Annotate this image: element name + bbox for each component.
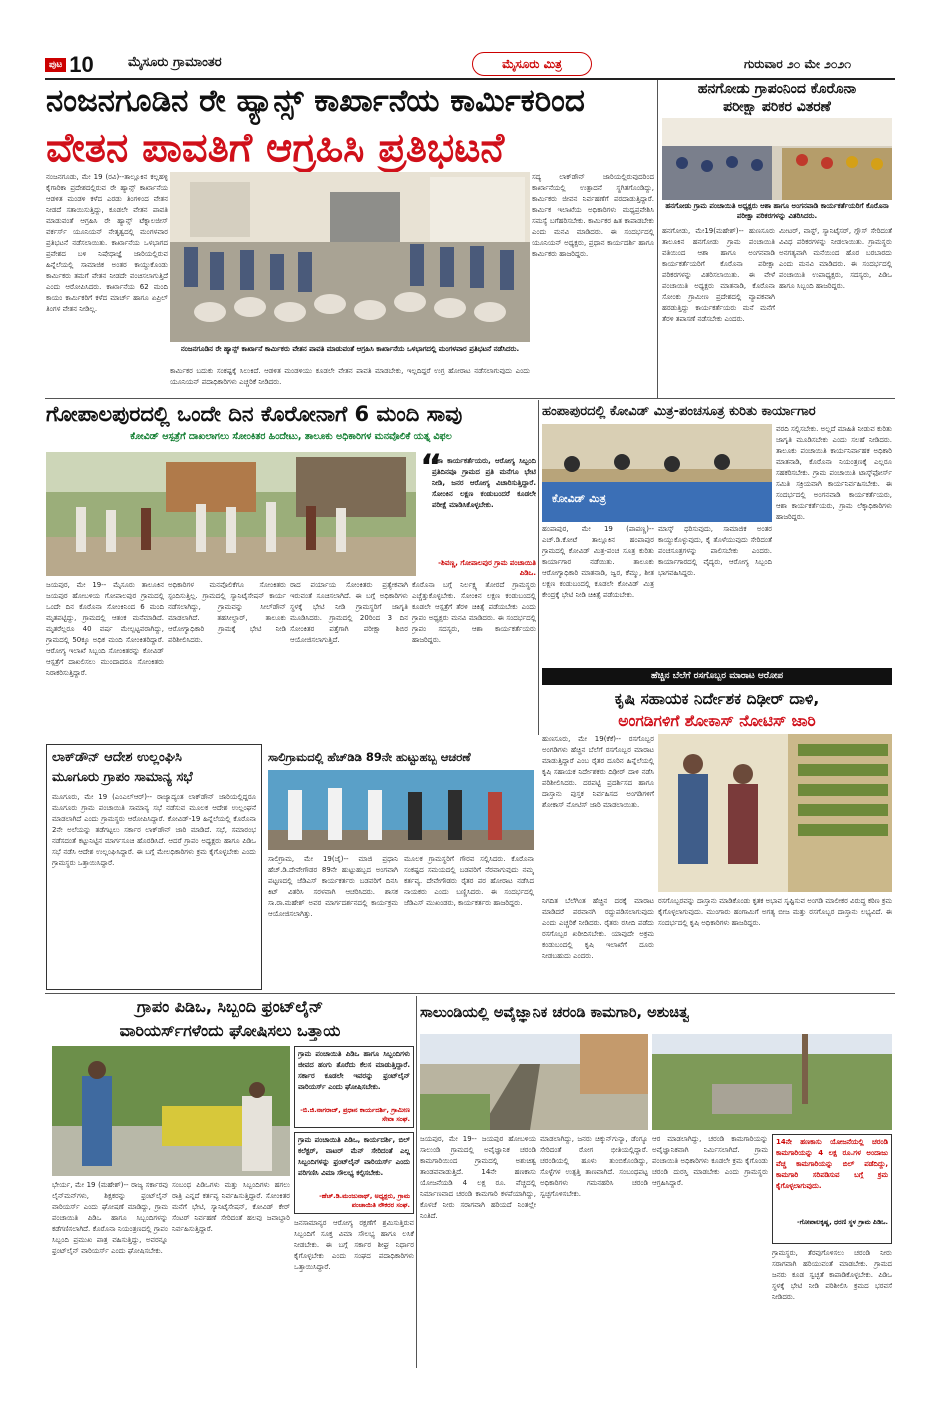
grapam-column-3: ಜನಸಾಮಾನ್ಯರ ಆರೋಗ್ಯ ರಕ್ಷಣೆಗೆ ಶ್ರಮಿಸುತ್ತಿರುವ ಸಿಬ್ಬಂದಿಗೆ ಸೂಕ್ತ ವಿಮಾ ಸೌಲಭ್ಯ ಹಾಗೂ ಲಸಿಕೆ ನೀಡಬೇಕು. ಈ ಬಗ್ಗೆ ಸರ್ಕಾರ ಶೀಘ್ರ ನಿರ್ಧಾರ ಕೈಗೊಳ್ಳಬೇಕು ಎಂದು ಸಂಘದ ಪದಾಧಿಕಾರಿಗಳು ಒತ್ತಾಯಿಸಿದ್ದಾರೆ. xyxy=(294,1219,414,1271)
gopalapura-column-3: ರಾದ ಪರ್ಯಾಯ ಸೋಂಕಿತರು ಪ್ರತ್ಯೇಕವಾಗಿ ಇರುವಂತೆ ಸೂಚಿಸಲಾಗಿದೆ. ಈ ಬಗ್ಗೆ ಅಧಿಕಾರಿಗಳು ಸ್ಥಳಕ್ಕೆ ಭೇಟಿ ನೀಡಿ ಗ್ರಾಮಸ್ಥರಿಗೆ ಜಾಗೃತಿ ಮೂಡಿಸಿದರು. ಗ್ರಾಮದಲ್ಲಿ 20ರಿಂದ 3 ದಿನ ಸೋಂಕಿತರ ಪತ್ತೆಗಾಗಿ ಪರೀಕ್ಷಾ ಶಿಬಿರ ಆಯೋಜಿಸಲಾಗುತ್ತಿದೆ. xyxy=(290,581,408,644)
lockdown-headline-1: ಲಾಕ್‌ಡೌನ್ ಆದೇಶ ಉಲ್ಲಂಘಿಸಿ xyxy=(52,750,182,765)
gopalapura-photo xyxy=(46,452,416,576)
covid-mitra-sign: ಕೋವಿಡ್ ಮಿತ್ರ xyxy=(552,492,606,505)
column-rule xyxy=(538,400,539,735)
saligrama-column-2: ಮೂಲಕ ಗ್ರಾಮಸ್ಥರಿಗೆ ಗೌರವ ಸಲ್ಲಿಸಿದರು. ಕೊರೊನಾ ಸಂಕಷ್ಟದ ಸಮಯದಲ್ಲಿ ಬಡವರಿಗೆ ನೆರವಾಗುವುದು ನಮ್ಮ ಕರ್ತವ್ಯ. ದೇವೇಗೌಡರು ರೈತರ ಪರ ಹೋರಾಟ ನಡೆಸಿದ ನಾಯಕರು ಎಂದು ಬಣ್ಣಿಸಿದರು. ಈ ಸಂದರ್ಭದಲ್ಲಿ ಜೆಡಿಎಸ್ ಮುಖಂಡರು, ಕಾರ್ಯಕರ್ತರು ಹಾಜರಿದ್ದರು. xyxy=(404,855,534,907)
gopalapura-column-2: ಅಧಿಕಾರಿಗಳ ಮನವೊಲಿಕೆಗೂ ಸೋಂಕಿತರು ಸ್ಪಂದಿಸುತ್ತಿಲ್ಲ. ಗ್ರಾಮದಲ್ಲಿ ಸ್ಯಾನಿಟೈಸೇಷನ್ ಕಾರ್ಯ ನಡೆಸಲಾಗಿದ್ದು, ಗ್ರಾಮವನ್ನು ಸೀಲ್‌ಡೌನ್ ಮಾಡಲಾಗಿದೆ. ತಹಸೀಲ್ದಾರ್, ತಾಲೂಕು ಆರೋಗ್ಯಾಧಿಕಾರಿ ಗ್ರಾಮಕ್ಕೆ ಭೇಟಿ ನೀಡಿ ಪರಿಶೀಲಿಸಿದರು. xyxy=(168,581,286,644)
gopalapura-column-4: ಕೊರೊನಾ ಬಗ್ಗೆ ನಿರ್ಲಕ್ಷ್ಯ ತೋರದೆ ಗ್ರಾಮಸ್ಥರು ಎಚ್ಚೆತ್ತುಕೊಳ್ಳಬೇಕು. ಸೋಂಕಿನ ಲಕ್ಷಣ ಕಂಡುಬಂದಲ್ಲಿ ಕೂಡಲೇ ಆಸ್ಪತ್ರೆಗೆ ತೆರಳಿ ಚಿಕಿತ್ಸೆ ಪಡೆಯಬೇಕು ಎಂದು ಗ್ರಾಪಂ ಅಧ್ಯಕ್ಷರು ಮನವಿ ಮಾಡಿದರು. ಈ ಸಂದರ್ಭದಲ್ಲಿ ಗ್ರಾಪಂ ಸದಸ್ಯರು, ಆಶಾ ಕಾರ್ಯಕರ್ತೆಯರು ಹಾಜರಿದ್ದರು. xyxy=(412,581,536,644)
lead-column-2: ಕಾರ್ಮಿಕರ ಬದುಕು ಸಂಕಷ್ಟಕ್ಕೆ ಸಿಲುಕಿದೆ. ಆಡಳಿತ ಮಂಡಳಿಯು ಕೂಡಲೇ ವೇತನ ಪಾವತಿ ಮಾಡಬೇಕು, ಇಲ್ಲದಿದ್ದರೆ ಉಗ್ರ ಹೋರಾಟ ನಡೆಸಲಾಗುವುದು ಎಂದು ಯೂನಿಯನ್ ಪದಾಧಿಕಾರಿಗಳು ಎಚ್ಚರಿಕೆ ನೀಡಿದರು. xyxy=(170,367,530,386)
hampapura-column-3: ವರದಿ ಸಲ್ಲಿಸಬೇಕು. ಅಲ್ಲದೆ ಮಾಹಿತಿ ನೀಡುವ ಕುರಿತು ಜಾಗೃತಿ ಮೂಡಿಸಬೇಕು ಎಂದು ಸಲಹೆ ನೀಡಿದರು. ತಾಲೂಕು ಪಂಚಾಯಿತಿ ಕಾರ್ಯನಿರ್ವಾಹಕ ಅಧಿಕಾರಿ ಮಾತನಾಡಿ, ಕೊರೊನಾ ನಿಯಂತ್ರಣಕ್ಕೆ ಎಲ್ಲರೂ ಸಹಕರಿಸಬೇಕು. ಗ್ರಾಮ ಪಂಚಾಯಿತಿ ಟಾಸ್ಕ್‌ಫೋರ್ಸ್ ಸಮಿತಿ ಸಕ್ರಿಯವಾಗಿ ಕಾರ್ಯನಿರ್ವಹಿಸಬೇಕು. ಈ ಸಂದರ್ಭದಲ್ಲಿ ಅಂಗನವಾಡಿ ಕಾರ್ಯಕರ್ತೆಯರು, ಆಶಾ ಕಾರ್ಯಕರ್ತೆಯರು, ಗ್ರಾಮ ಲೆಕ್ಕಾಧಿಕಾರಿಗಳು ಹಾಜರಿದ್ದರು. xyxy=(776,425,892,521)
lockdown-body: ಮೂಗೂರು, ಮೇ 19 (ಎಂಎಲ್‌ಆರ್)-- ರಾಜ್ಯಾದ್ಯಂತ ಲಾಕ್‌ಡೌನ್ ಜಾರಿಯಲ್ಲಿದ್ದರೂ ಮೂಗೂರು ಗ್ರಾಮ ಪಂಚಾಯಿತಿ ಸಾಮಾನ್ಯ ಸಭೆ ನಡೆಸುವ ಮೂಲಕ ಆದೇಶ ಉಲ್ಲಂಘನೆ ಮಾಡಲಾಗಿದೆ ಎಂದು ಗ್ರಾಮಸ್ಥರು ಆರೋಪಿಸಿದ್ದಾರೆ. ಕೋವಿಡ್-19 ಹಿನ್ನೆಲೆಯಲ್ಲಿ ಕೊರೊನಾ 2ನೇ ಅಲೆಯನ್ನು ತಡೆಗಟ್ಟಲು ಸರ್ಕಾರ ಲಾಕ್‌ಡೌನ್ ಜಾರಿ ಮಾಡಿದೆ. ಸಭೆ, ಸಮಾರಂಭ ನಡೆಸದಂತೆ ಕಟ್ಟುನಿಟ್ಟಿನ ಮಾರ್ಗಸೂಚಿ ಹೊರಡಿಸಿದೆ. ಆದರೆ ಗ್ರಾಪಂ ಅಧ್ಯಕ್ಷರು ಹಾಗೂ ಪಿಡಿಒ ಸಭೆ ನಡೆಸಿ ಆದೇಶ ಉಲ್ಲಂಘಿಸಿದ್ದಾರೆ. ಈ ಬಗ್ಗೆ ಮೇಲಧಿಕಾರಿಗಳು ಕ್ರಮ ಕೈಗೊಳ್ಳಬೇಕು ಎಂದು ಗ್ರಾಮಸ್ಥರು ಒತ್ತಾಯಿಸಿದ್ದಾರೆ. xyxy=(52,793,256,867)
gopalapura-headline: ಗೋಪಾಲಪುರದಲ್ಲಿ ಒಂದೇ ದಿನ ಕೊರೋನಾಗೆ 6 ಮಂದಿ ಸಾವು xyxy=(46,402,463,426)
hampapura-column-1: ಹಂಪಾಪುರ, ಮೇ 19 (ಪಾಪಣ್ಣ)-- ಎಚ್.ಡಿ.ಕೋಟೆ ತಾಲ್ಲೂಕಿನ ಹಂಪಾಪುರ ಗ್ರಾಮದಲ್ಲಿ ಕೋವಿಡ್ ಮಿತ್ರ-ಪಂಚ ಸೂತ್ರ ಕುರಿತು ಕಾರ್ಯಾಗಾರ ನಡೆಯಿತು. ತಾಲೂಕು ಆರೋಗ್ಯಾಧಿಕಾರಿ ಮಾತನಾಡಿ, ಜ್ವರ, ಕೆಮ್ಮು, ಶೀತ ಲಕ್ಷಣ ಕಂಡುಬಂದಲ್ಲಿ ಕೂಡಲೇ ಕೋವಿಡ್ ಮಿತ್ರ ಕೇಂದ್ರಕ್ಕೆ ಭೇಟಿ ನೀಡಿ ಚಿಕಿತ್ಸೆ ಪಡೆಯಬೇಕು. xyxy=(542,525,654,599)
masthead-logo: ಮೈಸೂರು ಮಿತ್ರ xyxy=(472,52,592,76)
hanagodu-photo xyxy=(662,118,892,200)
hampapura-headline: ಹಂಪಾಪುರದಲ್ಲಿ ಕೋವಿಡ್ ಮಿತ್ರ-ಪಂಚಸೂತ್ರ ಕುರಿತು ಕಾರ್ಯಾಗಾರ xyxy=(542,404,816,419)
gopalapura-quote-author: -ಶಿವಣ್ಣ, ಗೋಪಾಲಪುರ ಗ್ರಾಮ ಪಂಚಾಯಿತಿ ಪಿಡಿಒ. xyxy=(438,559,536,577)
grapam-quote-2: ಗ್ರಾಮ ಪಂಚಾಯಿತಿ ಪಿಡಿಒ, ಕಾರ್ಯದರ್ಶಿ, ಬಿಲ್ ಕಲೆಕ್ಟರ್, ವಾಟರ್ ಮೆನ್ ಸೇರಿದಂತೆ ಎಲ್ಲ ಸಿಬ್ಬಂದಿಗಳನ್ನು ಫ್ರಂಟ್‌ಲೈನ್ ವಾರಿಯರ್ಸ್ ಎಂದು ಪರಿಗಣಿಸಿ ವಿಮಾ ಸೌಲಭ್ಯ ಕಲ್ಪಿಸಬೇಕು. xyxy=(298,1136,410,1177)
saligundi-column-3: ಆರ ಮಾಡಲಾಗಿದ್ದು, ಚರಂಡಿ ಕಾಮಗಾರಿಯನ್ನು ಅವೈಜ್ಞಾನಿಕವಾಗಿ ನಿರ್ಮಿಸಲಾಗಿದೆ. ಗ್ರಾಮ ಪಂಚಾಯಿತಿ ಅಧಿಕಾರಿಗಳು ಕೂಡಲೇ ಕ್ರಮ ಕೈಗೊಂಡು ಚರಂಡಿ ದುರಸ್ತಿ ಮಾಡಬೇಕು ಎಂದು ಗ್ರಾಮಸ್ಥರು ಆಗ್ರಹಿಸಿದ್ದಾರೆ. xyxy=(652,1135,768,1187)
hanagodu-column-2: ಮೀಟರ್, ವಾಸ್ಟ್, ಸ್ಯಾನಿಟೈಸರ್, ಗ್ಲೌಸ್ ಸೇರಿದಂತೆ ವಿವಿಧ ಪರಿಕರಗಳನ್ನು ನೀಡಲಾಯಿತು. ಗ್ರಾಮಸ್ಥರು ಅನಗತ್ಯವಾಗಿ ಮನೆಯಿಂದ ಹೊರ ಬರಬಾರದು ಎಂದು ಮನವಿ ಮಾಡಿದರು. ಈ ಸಂದರ್ಭದಲ್ಲಿ ಪಂಚಾಯಿತಿ ಉಪಾಧ್ಯಕ್ಷರು, ಸದಸ್ಯರು, ಪಿಡಿಒ ಹಾಗೂ ಸಿಬ್ಬಂದಿ ಹಾಜರಿದ್ದರು. xyxy=(779,227,892,290)
gopalapura-subhead: ಕೋವಿಡ್ ಆಸ್ಪತ್ರೆಗೆ ದಾಖಲಾಗಲು ಸೋಂಕಿತರ ಹಿಂದೇಟು, ತಾಲೂಕು ಅಧಿಕಾರಿಗಳ ಮನವೊಲಿಕೆ ಯತ್ನ ವಿಫಲ xyxy=(130,431,452,442)
saligundi-quote: 14ನೇ ಹಣಕಾಸು ಯೋಜನೆಯಲ್ಲಿ ಚರಂಡಿ ಕಾಮಗಾರಿಯನ್ನು 4 ಲಕ್ಷ ರೂ.ಗಳ ಅಂದಾಜು ವೆಚ್ಚ ಕಾಮಗಾರಿಯನ್ನು ಬಿಲ್ ಪಡೆದಿದ್ದು, ಕಾಮಗಾರಿ ಸರಿಪಡಿಸುವ ಬಗ್ಗೆ ಕ್ರಮ ಕೈಗೊಳ್ಳಲಾಗುವುದು. xyxy=(776,1138,888,1190)
grapam-quote-2-author: -ಹೆಚ್.ಡಿ.ಮಂಜುನಾಥ್, ಅಧ್ಯಕ್ಷರು, ಗ್ರಾಮ ಪಂಚಾಯಿತಿ ನೌಕರರ ಸಂಘ. xyxy=(319,1192,410,1209)
quote-mark-icon: “ xyxy=(420,447,443,487)
page-number: 10 xyxy=(69,52,94,77)
gopalapura-quote: ಆಶಾ ಕಾರ್ಯಕರ್ತೆಯರು, ಆರೋಗ್ಯ ಸಿಬ್ಬಂದಿ ಪ್ರತಿದಿನವೂ ಗ್ರಾಮದ ಪ್ರತಿ ಮನೆಗೂ ಭೇಟಿ ನೀಡಿ, ಜನರ ಆರೋಗ್ಯ ವಿಚಾರಿಸುತ್ತಿದ್ದಾರೆ. ಸೋಂಕಿನ ಲಕ್ಷಣ ಕಂಡುಬಂದರೆ ಕೂಡಲೇ ಪರೀಕ್ಷೆ ಮಾಡಿಸಿಕೊಳ್ಳಬೇಕು. xyxy=(432,457,536,509)
lead-column-1: ನಂಜನಗೂಡು, ಮೇ 19 (ರವಿ)--ತಾಲ್ಲೂಕಿನ ಕಲ್ಲಹಳ್ಳಿ ಕೈಗಾರಿಕಾ ಪ್ರದೇಶದಲ್ಲಿರುವ ರೇ ಹ್ಯಾನ್ಸ್ ಕಾರ್ಖಾನೆಯ ಆಡಳಿತ ಮಂಡಳಿ ಕಳೆದ ಎರಡು ತಿಂಗಳಿಂದ ವೇತನ ನೀಡದೆ ಸತಾಯಿಸುತ್ತಿದ್ದು, ಕೂಡಲೇ ವೇತನ ಪಾವತಿ ಮಾಡುವಂತೆ ಆಗ್ರಹಿಸಿ ರೇ ಹ್ಯಾನ್ಸ್ ಟೆಕ್ನಾಲಜೀಸ್ ವರ್ಕರ್ಸ್ ಯೂನಿಯನ್ ನೇತೃತ್ವದಲ್ಲಿ ಮಂಗಳವಾರ ಪ್ರತಿಭಟನೆ ನಡೆಸಲಾಯಿತು. ಕಾರ್ಖಾನೆಯ ಒಳಭಾಗದ ಪ್ರವೇಶದ ಬಳಿ ನಿಷೇಧಾಜ್ಞೆ ಜಾರಿಯಲ್ಲಿರುವ ಹಿನ್ನೆಲೆಯಲ್ಲಿ ಸಾಮಾಜಿಕ ಅಂತರ ಕಾಯ್ದುಕೊಂಡು ಕಾರ್ಮಿಕರು ತಮಗೆ ವೇತನ ನೀಡದೇ ವಂಚಿಸಲಾಗುತ್ತಿದೆ ಎಂದು ಆರೋಪಿಸಿದರು. ಕಾರ್ಖಾನೆಯ 62 ಮಂದಿ ಕಾಯಂ ಕಾರ್ಮಿಕರಿಗೆ ಕಳೆದ ಮಾರ್ಚ್ ಹಾಗೂ ಏಪ್ರಿಲ್ ತಿಂಗಳ ವೇತನ ನೀಡಿಲ್ಲ. xyxy=(46,173,168,313)
column-rule xyxy=(657,80,658,398)
lead-headline-1: ನಂಜನಗೂಡಿನ ರೇ ಹ್ಯಾನ್ಸ್ ಕಾರ್ಖಾನೆಯ ಕಾರ್ಮಿಕರಿಂದ xyxy=(46,83,585,119)
hanagodu-headline-1: ಹನಗೋಡು ಗ್ರಾಪಂನಿಂದ ಕೊರೊನಾ xyxy=(697,81,857,97)
column-rule xyxy=(416,996,417,1368)
saligundi-quote-author: -ಗೋಪಾಲಕೃಷ್ಣ, ಧರಣಿ ಸ್ಥಳ ಗ್ರಾಮ ಪಿಡಿಒ. xyxy=(797,1218,888,1226)
lead-photo-caption: ನಂಜನಗೂಡಿನ ರೇ ಹ್ಯಾನ್ಸ್ ಕಾರ್ಖಾನೆ ಕಾರ್ಮಿಕರು ವೇತನ ಪಾವತಿ ಮಾಡುವಂತೆ ಆಗ್ರಹಿಸಿ ಕಾರ್ಖಾನೆಯ ಒಳಭಾಗದಲ್ಲಿ ಮಂಗಳವಾರ ಪ್ರತಿಭಟನೆ ನಡೆಸಿದರು. xyxy=(180,345,520,353)
saligundi-column-4: ಗ್ರಾಮಸ್ಥರು, ತೆರವುಗೊಳಿಸಲು ಚರಂಡಿ ನೀರು ಸರಾಗವಾಗಿ ಹರಿಯುವಂತೆ ಮಾಡಬೇಕು. ಗ್ರಾಮದ ಜನರು ಕೂಡ ಸ್ವಚ್ಛತೆ ಕಾಪಾಡಿಕೊಳ್ಳಬೇಕು. ಪಿಡಿಒ ಸ್ಥಳಕ್ಕೆ ಭೇಟಿ ನೀಡಿ ಪರಿಶೀಲಿಸಿ ಕ್ರಮದ ಭರವಸೆ ನೀಡಿದರು. xyxy=(772,1249,892,1301)
saligrama-column-1: ಸಾಲಿಗ್ರಾಮ, ಮೇ 19(ಜೈ)-- ಮಾಜಿ ಪ್ರಧಾನಿ ಹೆಚ್.ಡಿ.ದೇವೇಗೌಡರ 89ನೇ ಹುಟ್ಟುಹಬ್ಬದ ಅಂಗವಾಗಿ ಪಟ್ಟಣದಲ್ಲಿ ಜೆಡಿಎಸ್ ಕಾರ್ಯಕರ್ತರು ಬಡವರಿಗೆ ದಿನಸಿ ಕಿಟ್ ವಿತರಿಸಿ ಸರಳವಾಗಿ ಆಚರಿಸಿದರು. ಶಾಸಕ ಸಾ.ರಾ.ಮಹೇಶ್ ಅವರ ಮಾರ್ಗದರ್ಶನದಲ್ಲಿ ಕಾರ್ಯಕ್ರಮ ಆಯೋಜಿಸಲಾಗಿತ್ತು. xyxy=(268,855,398,918)
issue-date: ಗುರುವಾರ ೨೦ ಮೇ ೨೦೨೧ xyxy=(744,57,851,71)
lead-photo xyxy=(170,172,530,342)
hampapura-column-2: ಮಾಸ್ಕ್ ಧರಿಸುವುದು, ಸಾಮಾಜಿಕ ಅಂತರ ಕಾಯ್ದುಕೊಳ್ಳುವುದು, ಕೈ ತೊಳೆಯುವುದು ಸೇರಿದಂತೆ ಪಂಚಸೂತ್ರಗಳನ್ನು ಪಾಲಿಸಬೇಕು ಎಂದರು. ಕಾರ್ಯಾಗಾರದಲ್ಲಿ ವೈದ್ಯರು, ಆರೋಗ್ಯ ಸಿಬ್ಬಂದಿ ಭಾಗವಹಿಸಿದ್ದರು. xyxy=(658,525,772,577)
page-number-badge xyxy=(45,54,121,76)
grapam-column-1: ಭೇರ್ಯ, ಮೇ 19 (ಮಹೇಶ್)-- ರಾಜ್ಯ ಸರ್ಕಾರವು ಲೈನ್‌ಮನ್‌ಗಳು, ಶಿಕ್ಷಕರನ್ನು ಫ್ರಂಟ್‌ಲೈನ್ ವಾರಿಯರ್ಸ್ ಎಂದು ಘೋಷಣೆ ಮಾಡಿದ್ದು, ಗ್ರಾಮ ಪಂಚಾಯಿತಿ ಪಿಡಿಒ ಹಾಗೂ ಸಿಬ್ಬಂದಿಗಳನ್ನು ಕಡೆಗಣಿಸಲಾಗಿದೆ. ಕೊರೊನಾ ನಿಯಂತ್ರಣದಲ್ಲಿ ಗ್ರಾಪಂ ಸಿಬ್ಬಂದಿ ಪ್ರಮುಖ ಪಾತ್ರ ವಹಿಸುತ್ತಿದ್ದು, ಅವರನ್ನೂ ಫ್ರಂಟ್‌ಲೈನ್ ವಾರಿಯರ್ಸ್ ಎಂದು ಘೋಷಿಸಬೇಕು. xyxy=(52,1181,168,1255)
hanagodu-headline-2: ಪರೀಕ್ಷಾ ಪರಿಕರ ವಿತರಣೆ xyxy=(723,99,831,115)
section-rule xyxy=(45,993,895,994)
gopalapura-column-1: ಜಯಪುರ, ಮೇ 19-- ಮೈಸೂರು ತಾಲೂಕಿನ ಜಯಪುರ ಹೋಬಳಿಯ ಗೋಪಾಲಪುರ ಗ್ರಾಮದಲ್ಲಿ ಒಂದೇ ದಿನ ಕೊರೊನಾ ಸೋಂಕಿನಿಂದ 6 ಮಂದಿ ಮೃತಪಟ್ಟಿದ್ದು, ಗ್ರಾಮದಲ್ಲಿ ಆತಂಕ ಮನೆಮಾಡಿದೆ. ಮೃತರೆಲ್ಲರೂ 40 ವರ್ಷ ಮೇಲ್ಪಟ್ಟವರಾಗಿದ್ದು, ಗ್ರಾಮದಲ್ಲಿ 50ಕ್ಕೂ ಅಧಿಕ ಮಂದಿ ಸೋಂಕಿತರಿದ್ದಾರೆ. ಆರೋಗ್ಯ ಇಲಾಖೆ ಸಿಬ್ಬಂದಿ ಸೋಂಕಿತರನ್ನು ಕೋವಿಡ್ ಆಸ್ಪತ್ರೆಗೆ ದಾಖಲಿಸಲು ಮುಂದಾದರೂ ಸೋಂಕಿತರು ನಿರಾಕರಿಸುತ್ತಿದ್ದಾರೆ. xyxy=(46,581,164,677)
saligundi-photo-2 xyxy=(652,1034,892,1130)
saligundi-headline: ಸಾಲುಂಡಿಯಲ್ಲಿ ಅವೈಜ್ಞಾನಿಕ ಚರಂಡಿ ಕಾಮಗಾರಿ, ಅಶುಚಿತ್ವ xyxy=(420,1005,690,1021)
grapam-column-2: ಸಂಬಂಧ ಪಿಡಿಒಗಳು ಮತ್ತು ಸಿಬ್ಬಂದಿಗಳು ಹಗಲು ರಾತ್ರಿ ಎನ್ನದೆ ಕರ್ತವ್ಯ ನಿರ್ವಹಿಸುತ್ತಿದ್ದಾರೆ. ಸೋಂಕಿತರ ಮನೆಗೆ ಭೇಟಿ, ಸ್ಯಾನಿಟೈಸೇಷನ್, ಕೋವಿಡ್ ಕೇರ್ ಸೆಂಟರ್ ನಿರ್ವಹಣೆ ಸೇರಿದಂತೆ ಹಲವು ಜವಾಬ್ದಾರಿ ನಿರ್ವಹಿಸುತ್ತಿದ್ದಾರೆ. xyxy=(172,1181,290,1233)
saligundi-column-1: ಜಯಪುರ, ಮೇ 19-- ಜಯಪುರ ಹೋಬಳಿಯ ಸಾಲುಂಡಿ ಗ್ರಾಮದಲ್ಲಿ ಅವೈಜ್ಞಾನಿಕ ಚರಂಡಿ ಕಾಮಗಾರಿಯಿಂದ ಗ್ರಾಮದಲ್ಲಿ ಅಶುಚಿತ್ವ ತಾಂಡವವಾಡುತ್ತಿದೆ. 14ನೇ ಹಣಕಾಸು ಯೋಜನೆಯಡಿ 4 ಲಕ್ಷ ರೂ. ವೆಚ್ಚದಲ್ಲಿ ನಿರ್ಮಾಣವಾದ ಚರಂಡಿ ಕಾಮಗಾರಿ ಕಳಪೆಯಾಗಿದ್ದು, ಕೊಳಚೆ ನೀರು ಸರಾಗವಾಗಿ ಹರಿಯದೆ ನಿಂತಲ್ಲೇ ನಿಂತಿದೆ. xyxy=(420,1135,536,1220)
krishi-column-2: ನಿಗದಿತ ಬೆಲೆಗಿಂತ ಹೆಚ್ಚಿನ ದರಕ್ಕೆ ಮಾರಾಟ ಮಾಡಿದರೆ ಪರವಾನಗಿ ರದ್ದುಪಡಿಸಲಾಗುವುದು ಎಂದು ಎಚ್ಚರಿಕೆ ನೀಡಿದರು. ರೈತರು ರಸೀದಿ ಪಡೆದು ರಸಗೊಬ್ಬರ ಖರೀದಿಸಬೇಕು. ಯಾವುದೇ ಅಕ್ರಮ ಕಂಡುಬಂದಲ್ಲಿ ಕೃಷಿ ಇಲಾಖೆಗೆ ದೂರು ನೀಡಬಹುದು ಎಂದರು. xyxy=(542,897,654,960)
section-rule xyxy=(45,398,895,399)
krishi-headline-2: ಅಂಗಡಿಗಳಿಗೆ ಶೋಕಾಸ್ ನೋಟಿಸ್ ಜಾರಿ xyxy=(618,712,816,730)
krishi-banner: ಹೆಚ್ಚಿನ ಬೆಲೆಗೆ ರಸಗೊಬ್ಬರ ಮಾರಾಟ ಆರೋಪ xyxy=(542,668,892,685)
saligundi-column-2: ಮಾಡಲಾಗಿದ್ದು, ಜನರು ಚಿಕ್ಕುನ್‌ಗುನ್ಯಾ, ಡೆಂಗ್ಯೂ ಸೇರಿದಂತೆ ರೋಗ ಭೀತಿಯಲ್ಲಿದ್ದಾರೆ. ಚರಂಡಿಯಲ್ಲಿ ಹೂಳು ತುಂಬಿಕೊಂಡಿದ್ದು, ಸೊಳ್ಳೆಗಳ ಉತ್ಪತ್ತಿ ತಾಣವಾಗಿದೆ. ಸಂಬಂಧಪಟ್ಟ ಅಧಿಕಾರಿಗಳು ಗಮನಹರಿಸಿ ಚರಂಡಿ ಸ್ವಚ್ಛಗೊಳಿಸಬೇಕು. xyxy=(540,1135,648,1198)
krishi-column-1: ಹುಣಸೂರು, ಮೇ 19(ಕೆಕೆ)-- ರಸಗೊಬ್ಬರ ಅಂಗಡಿಗಳು ಹೆಚ್ಚಿನ ಬೆಲೆಗೆ ರಸಗೊಬ್ಬರ ಮಾರಾಟ ಮಾಡುತ್ತಿದ್ದಾರೆ ಎಂಬ ರೈತರ ದೂರಿನ ಹಿನ್ನೆಲೆಯಲ್ಲಿ ಕೃಷಿ ಸಹಾಯಕ ನಿರ್ದೇಶಕರು ದಿಢೀರ್ ದಾಳಿ ನಡೆಸಿ ಪರಿಶೀಲಿಸಿದರು. ದರಪಟ್ಟಿ ಪ್ರದರ್ಶಿಸದ ಹಾಗೂ ದಾಸ್ತಾನು ಪುಸ್ತಕ ನಿರ್ವಹಿಸದ ಅಂಗಡಿಗಳಿಗೆ ಶೋಕಾಸ್ ನೋಟಿಸ್ ಜಾರಿ ಮಾಡಲಾಯಿತು. xyxy=(542,735,654,809)
grapam-headline-1: ಗ್ರಾಪಂ ಪಿಡಿಒ, ಸಿಬ್ಬಂದಿ ಫ್ರಂಟ್‌ಲೈನ್ xyxy=(136,997,324,1016)
hanagodu-caption: ಹನಗೋಡು ಗ್ರಾಮ ಪಂಚಾಯಿತಿ ಅಧ್ಯಕ್ಷರು ಆಶಾ ಹಾಗೂ ಅಂಗನವಾಡಿ ಕಾರ್ಯಕರ್ತೆಯರಿಗೆ ಕೊರೊನಾ ಪರೀಕ್ಷಾ ಪರಿಕರಗಳನ್ನು ವಿತರಿಸಿದರು. xyxy=(665,202,889,220)
saligrama-headline: ಸಾಲಿಗ್ರಾಮದಲ್ಲಿ ಹೆಚ್‌ಡಿಡಿ 89ನೇ ಹುಟ್ಟುಹಬ್ಬ ಆಚರಣೆ xyxy=(268,750,471,764)
grapam-headline-2: ವಾರಿಯರ್ಸ್‌ಗಳೆಂದು ಘೋಷಿಸಲು ಒತ್ತಾಯ xyxy=(119,1021,341,1040)
grapam-quote-1: ಗ್ರಾಮ ಪಂಚಾಯಿತಿ ಪಿಡಿಒ ಹಾಗೂ ಸಿಬ್ಬಂದಿಗಳು ಜೀವದ ಹಂಗು ತೊರೆದು ಕೆಲಸ ಮಾಡುತ್ತಿದ್ದಾರೆ. ಸರ್ಕಾರ ಕೂಡಲೇ ಇವರನ್ನು ಫ್ರಂಟ್‌ಲೈನ್ ವಾರಿಯರ್ಸ್ ಎಂದು ಘೋಷಿಸಬೇಕು. xyxy=(298,1050,410,1091)
page-label: ಪುಟ xyxy=(45,58,66,72)
krishi-column-3: ರಸಗೊಬ್ಬರವನ್ನು ದಾಸ್ತಾನು ಮಾಡಿಕೊಂಡು ಕೃತಕ ಅಭಾವ ಸೃಷ್ಟಿಸುವ ಅಂಗಡಿ ಮಾಲೀಕರ ವಿರುದ್ಧ ಕಠಿಣ ಕ್ರಮ ಕೈಗೊಳ್ಳಲಾಗುವುದು. ಮುಂಗಾರು ಹಂಗಾಮಿಗೆ ಅಗತ್ಯ ಬೀಜ ಮತ್ತು ರಸಗೊಬ್ಬರ ದಾಸ್ತಾನು ಲಭ್ಯವಿದೆ. ಈ ಸಂದರ್ಭದಲ್ಲಿ ಕೃಷಿ ಅಧಿಕಾರಿಗಳು ಹಾಜರಿದ್ದರು. xyxy=(658,897,892,927)
lead-headline-2: ವೇತನ ಪಾವತಿಗೆ ಆಗ್ರಹಿಸಿ ಪ್ರತಿಭಟನೆ xyxy=(46,125,505,171)
lockdown-headline-2: ಮೂಗೂರು ಗ್ರಾಪಂ ಸಾಮಾನ್ಯ ಸಭೆ xyxy=(52,770,193,785)
krishi-photo xyxy=(658,734,892,892)
lead-column-3: ಸದ್ಯ ಲಾಕ್‌ಡೌನ್ ಜಾರಿಯಲ್ಲಿರುವುದರಿಂದ ಕಾರ್ಖಾನೆಯಲ್ಲಿ ಉತ್ಪಾದನೆ ಸ್ಥಗಿತಗೊಂಡಿದ್ದು, ಕಾರ್ಮಿಕರು ಜೀವನ ನಿರ್ವಹಣೆಗೆ ಪರದಾಡುತ್ತಿದ್ದಾರೆ. ಕಾರ್ಮಿಕ ಇಲಾಖೆಯ ಅಧಿಕಾರಿಗಳು ಮಧ್ಯಪ್ರವೇಶಿಸಿ ಸಮಸ್ಯೆ ಬಗೆಹರಿಸಬೇಕು. ಕಾರ್ಮಿಕರ ಹಿತ ಕಾಪಾಡಬೇಕು ಎಂದು ಮನವಿ ಮಾಡಿದರು. ಈ ಸಂದರ್ಭದಲ್ಲಿ ಯೂನಿಯನ್ ಅಧ್ಯಕ್ಷರು, ಪ್ರಧಾನ ಕಾರ್ಯದರ್ಶಿ ಹಾಗೂ ಕಾರ್ಮಿಕರು ಹಾಜರಿದ್ದರು. xyxy=(532,173,654,258)
grapam-photo xyxy=(52,1046,290,1176)
hampapura-photo xyxy=(542,424,772,522)
krishi-headline-1: ಕೃಷಿ ಸಹಾಯಕ ನಿರ್ದೇಶಕ ದಿಢೀರ್ ದಾಳಿ, xyxy=(614,690,820,708)
grapam-quote-1-author: -ಬಿ.ಜಿ.ನಾಗರಾಜ್, ಪ್ರಧಾನ ಕಾರ್ಯದರ್ಶಿ, ಗ್ರಾಮೀಣ ಸೇವಾ ಸಂಘ. xyxy=(300,1106,410,1123)
hanagodu-column-1: ಹನಗೋಡು, ಮೇ19(ಮಹೇಶ್)-- ಹುಣಸೂರು ತಾಲೂಕಿನ ಹನಗೋಡು ಗ್ರಾಮ ಪಂಚಾಯಿತಿ ವತಿಯಿಂದ ಆಶಾ ಹಾಗೂ ಅಂಗನವಾಡಿ ಕಾರ್ಯಕರ್ತೆಯರಿಗೆ ಕೊರೊನಾ ಪರೀಕ್ಷಾ ಪರಿಕರಗಳನ್ನು ವಿತರಿಸಲಾಯಿತು. ಈ ವೇಳೆ ಪಂಚಾಯಿತಿ ಅಧ್ಯಕ್ಷರು ಮಾತನಾಡಿ, ಕೊರೊನಾ ಸೋಂಕು ಗ್ರಾಮೀಣ ಪ್ರದೇಶದಲ್ಲಿ ವ್ಯಾಪಕವಾಗಿ ಹರಡುತ್ತಿದ್ದು ಕಾರ್ಯಕರ್ತೆಯರು ಮನೆ ಮನೆಗೆ ತೆರಳಿ ತಪಾಸಣೆ ನಡೆಸಬೇಕು ಎಂದರು. xyxy=(662,227,775,323)
section-title: ಮೈಸೂರು ಗ್ರಾಮಾಂತರ xyxy=(128,55,222,70)
saligundi-photo-1 xyxy=(420,1034,648,1130)
saligrama-photo xyxy=(268,770,534,850)
